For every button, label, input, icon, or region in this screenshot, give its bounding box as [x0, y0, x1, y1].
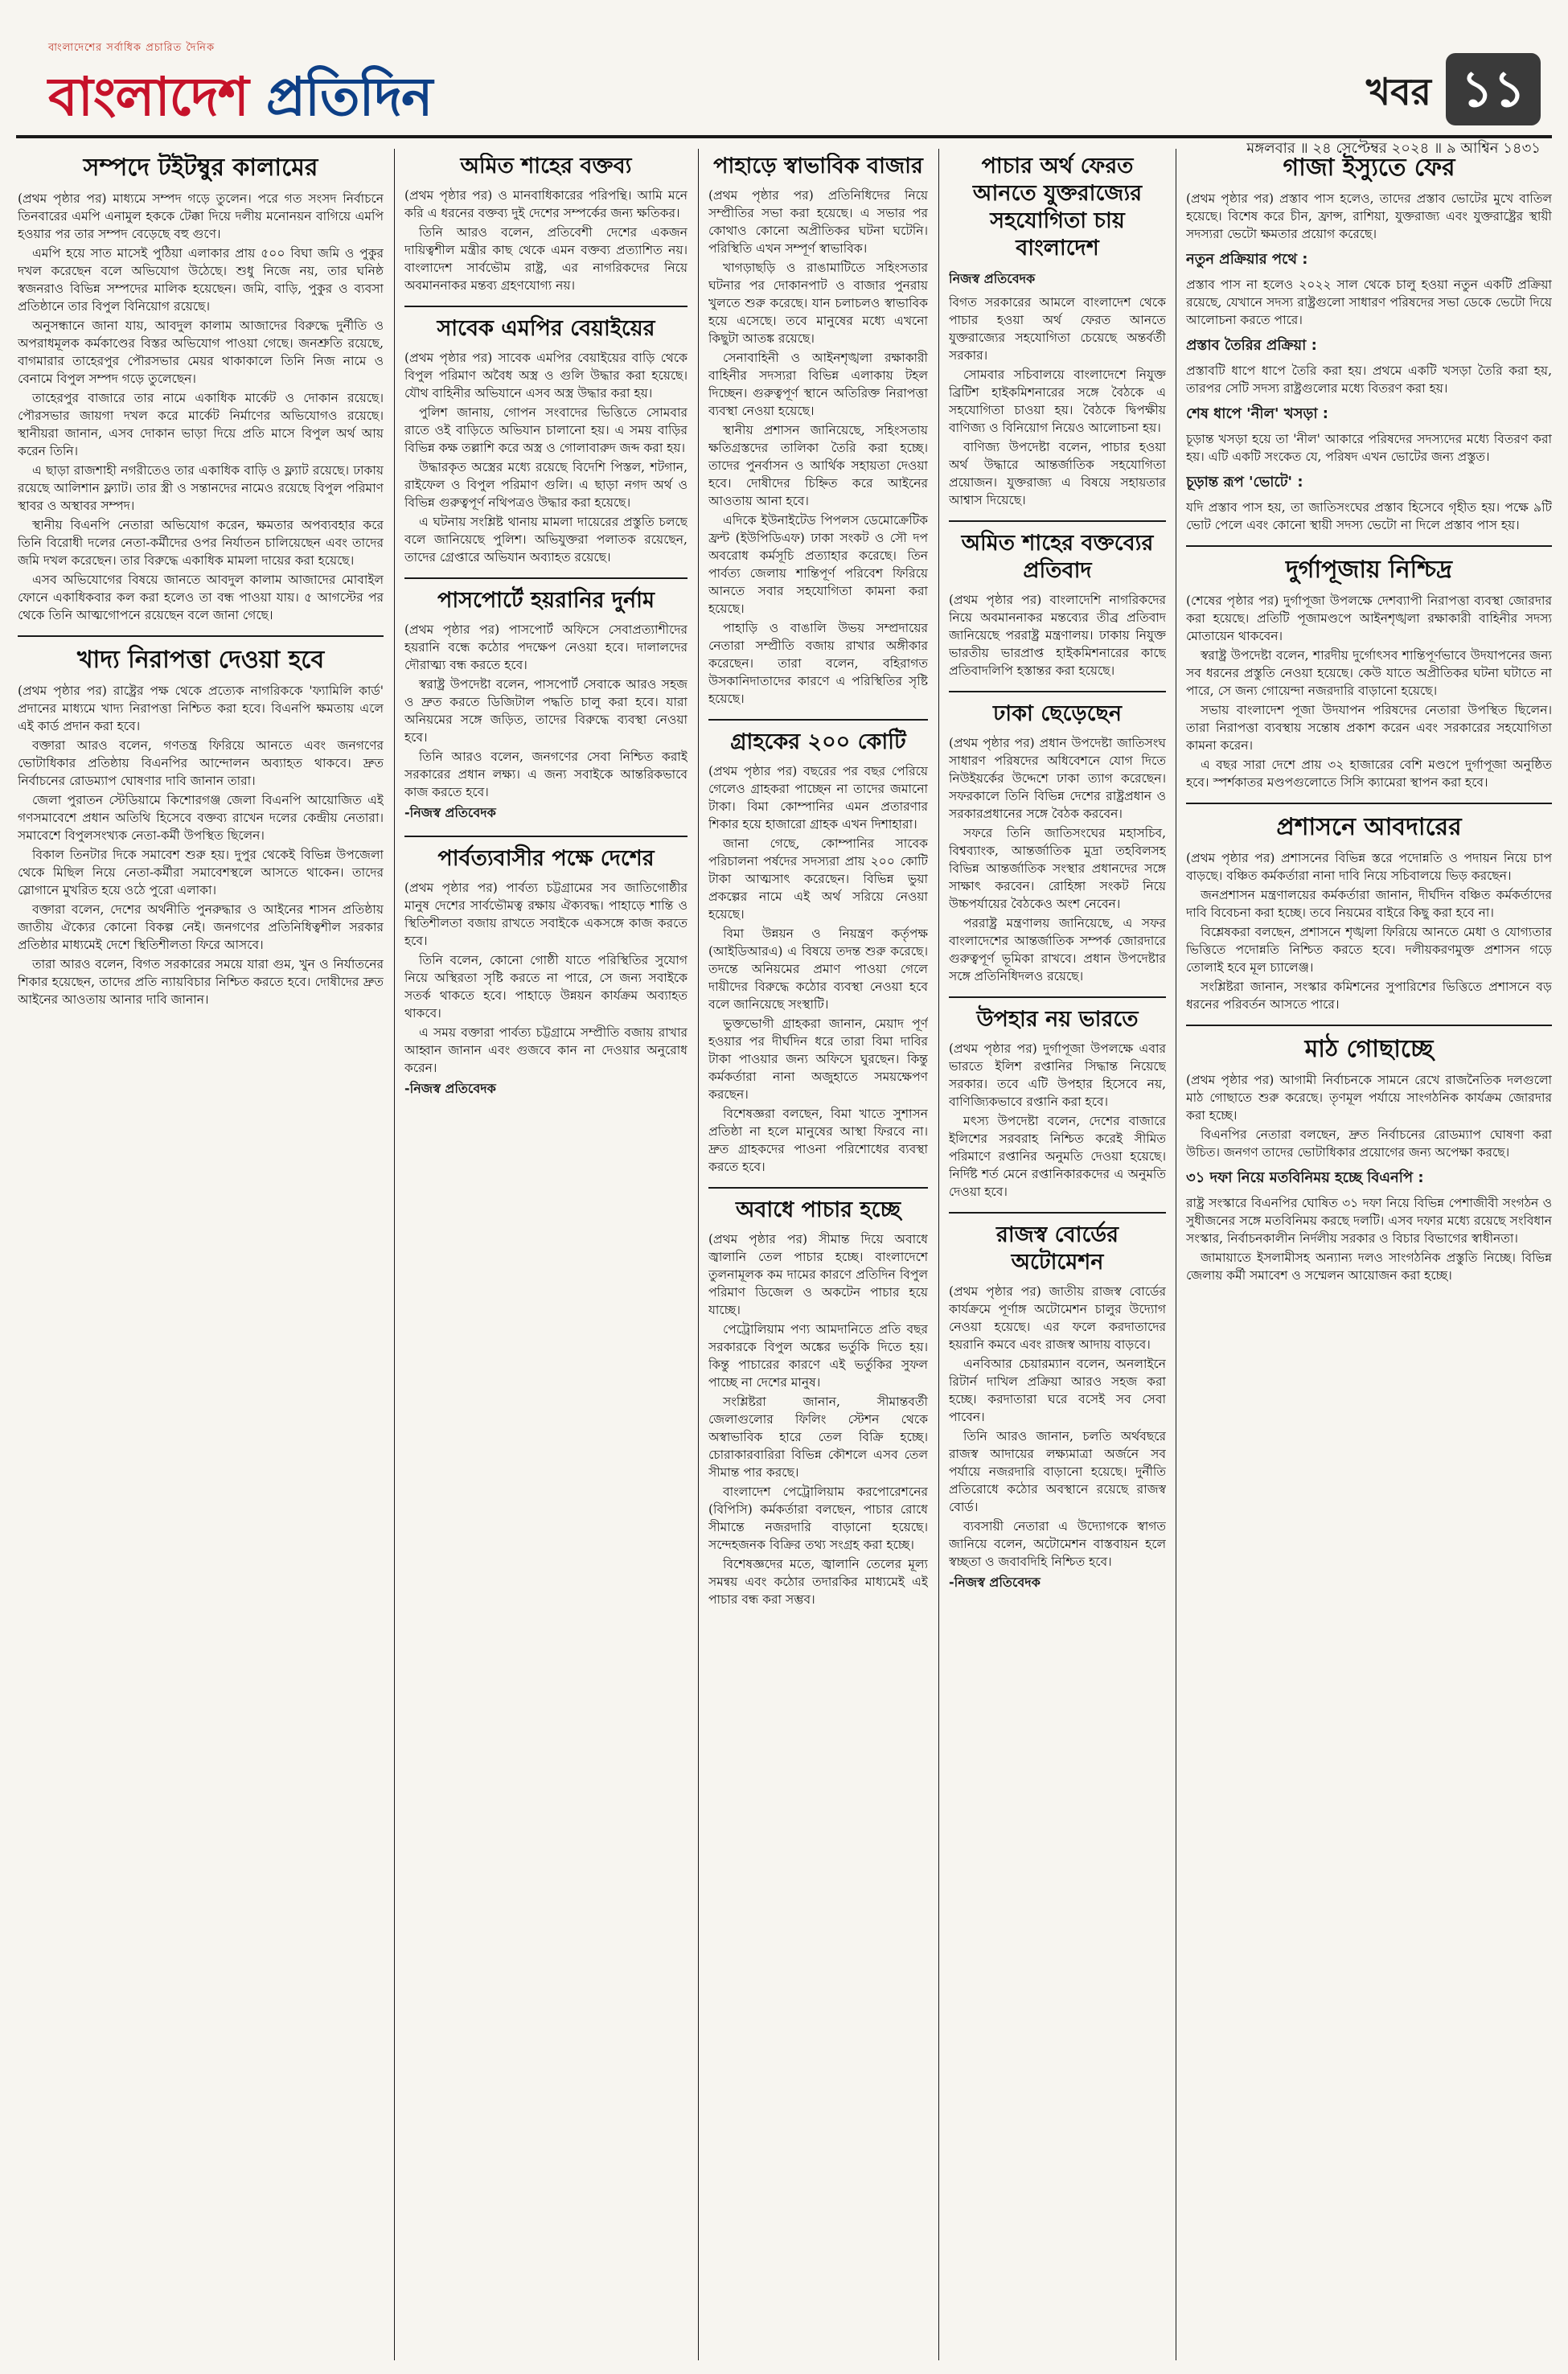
story-paragraph: খাগড়াছড়ি ও রাঙামাটিতে সহিংসতার ঘটনার পর দোকানপাট ও বাজার পুনরায় খুলতে শুরু করেছে। যান চলাচলও স্বাভাবিক হয়ে এসেছে। তবে মানুষের মধ্যে এখনো কিছুটা আতঙ্ক রয়েছে।	[708, 261, 928, 346]
story-divider	[404, 306, 688, 307]
column-4	[949, 153, 1166, 2360]
story-paragraph: এদিকে ইউনাইটেড পিপলস ডেমোক্রেটিক ফ্রন্ট (ইউপিডিএফ) ঢাকা সংকট ও সৌ দপ অবরোধ কর্মসূচি প্রত্যাহার করেছে। তিন পার্বত্য জেলায় শান্তিপূর্ণ পরিবেশ ফিরিয়ে আনতে সবার সহযোগিতা কামনা করা হয়েছে।	[708, 513, 928, 616]
story-paragraph: চূড়ান্ত খসড়া হয়ে তা 'নীল' আকারে পরিষদের সদস্যদের মধ্যে বিতরণ করা হয়। এটি একটি সংকেত যে, পরিষদ এখন ভোটের জন্য প্রস্তুত।	[1186, 432, 1552, 464]
story-paragraph: পেট্রোলিয়াম পণ্য আমদানিতে প্রতি বছর সরকারকে বিপুল অঙ্কের ভর্তুকি দিতে হয়। কিন্তু পাচারের কারণে এই ভর্তুকির সুফল পাচ্ছে না দেশের মানুষ।	[708, 1322, 928, 1390]
story-paragraph: প্রস্তাবটি ধাপে ধাপে তৈরি করা হয়। প্রথমে একটি খসড়া তৈরি করা হয়, তারপর সেটি সদস্য রাষ্ট্রগুলোর মধ্যে বিতরণ করা হয়।	[1186, 363, 1552, 396]
story-paragraph: এমপি হয়ে সাত মাসেই পুঠিয়া এলাকার প্রায় ৫০০ বিঘা জমি ও পুকুর দখল করেছেন বলে অভিযোগ উঠেছে। শুধু নিজে নয়, তার ঘনিষ্ঠ স্বজনরাও বিভিন্ন সম্পদের মালিক হয়েছেন। জমি, বাড়ি, পুকুর ও ব্যবসা প্রতিষ্ঠানে তার বিপুল বিনিয়োগ রয়েছে।	[18, 246, 384, 314]
story-paragraph: বক্তারা আরও বলেন, গণতন্ত্র ফিরিয়ে আনতে এবং জনগণের ভোটাধিকার প্রতিষ্ঠায় বিএনপির আন্দোলন অব্যাহত থাকবে। দ্রুত নির্বাচনের রোডম্যাপ ঘোষণার দাবি জানান তারা।	[18, 738, 384, 788]
story-paragraph: এ বছর সারা দেশে প্রায় ৩২ হাজারের বেশি মণ্ডপে দুর্গাপূজা অনুষ্ঠিত হবে। স্পর্শকাতর মণ্ডপগুলোতে সিসি ক্যামেরা স্থাপন করা হবে।	[1186, 758, 1552, 790]
story-paragraph: জামায়াতে ইসলামীসহ অন্যান্য দলও সাংগঠনিক প্রস্তুতি নিচ্ছে। বিভিন্ন জেলায় কর্মী সমাবেশ ও সম্মেলন আয়োজন করা হচ্ছে।	[1186, 1251, 1552, 1283]
story-paragraph: (প্রথম পৃষ্ঠার পর) আগামী নির্বাচনকে সামনে রেখে রাজনৈতিক দলগুলো মাঠ গোছাতে শুরু করেছে। তৃণমূল পর্যায়ে সাংগঠনিক কার্যক্রম জোরদার করা হচ্ছে।	[1186, 1073, 1552, 1123]
story-divider	[1186, 803, 1552, 804]
story-paragraph: এ সময় বক্তারা পার্বত্য চট্টগ্রামে সম্প্রীতি বজায় রাখার আহ্বান জানান এবং গুজবে কান না দেওয়ার অনুরোধ করেন।	[404, 1025, 688, 1075]
column-rule	[938, 149, 939, 2360]
story-headline[interactable]: সাবেক এমপির বেয়াইয়ের	[437, 316, 655, 341]
story-paragraph: (প্রথম পৃষ্ঠার পর) প্রধান উপদেষ্টা জাতিসংঘ সাধারণ পরিষদের অধিবেশনে যোগ দিতে নিউইয়র্কের উদ্দেশে ঢাকা ত্যাগ করেছেন। সফরকালে তিনি বিভিন্ন দেশের রাষ্ট্রপ্রধান ও সরকারপ্রধানের সঙ্গে বৈঠক করবেন।	[949, 736, 1166, 821]
story-former-mp-inlaw	[404, 315, 688, 566]
story-paragraph: স্থানীয় প্রশাসন জানিয়েছে, সহিংসতায় ক্ষতিগ্রস্তদের তালিকা তৈরি করা হচ্ছে। তাদের পুনর্বাসন ও আর্থিক সহায়তা দেওয়া হবে। দোষীদের চিহ্নিত করে আইনের আওতায় আনা হবে।	[708, 423, 928, 508]
story-credit: -নিজস্ব প্রতিবেদক	[404, 1081, 496, 1096]
story-headline[interactable]: উপহার নয় ভারতে	[976, 1007, 1139, 1032]
story-paragraph: ব্যবসায়ী নেতারা এ উদ্যোগকে স্বাগত জানিয়ে বলেন, অটোমেশন বাস্তবায়ন হলে স্বচ্ছতা ও জবাবদিহি নিশ্চিত হবে।	[949, 1519, 1166, 1569]
story-paragraph: (প্রথম পৃষ্ঠার পর) মাধ্যমে সম্পদ গড়ে তুলেন। পরে গত সংসদ নির্বাচনে তিনবারের এমপি এনামুল হককে টেক্কা দিয়ে দলীয় মনোনয়ন বাগিয়ে এমপি হওয়ার পর তার সম্পদ বেড়েছে বহু গুণে।	[18, 191, 384, 241]
story-paragraph: স্বরাষ্ট্র উপদেষ্টা বলেন, শারদীয় দুর্গোৎসব শান্তিপূর্ণভাবে উদযাপনের জন্য সব ধরনের প্রস্তুতি নেওয়া হয়েছে। কেউ যাতে অপ্রীতিকর ঘটনা ঘটাতে না পারে, সে জন্য গোয়েন্দা নজরদারি বাড়ানো হয়েছে।	[1186, 648, 1552, 698]
story-headline[interactable]: সম্পদে টইটম্বুর কালামের	[83, 154, 318, 182]
story-paragraph: তাহেরপুর বাজারে তার নামে একাধিক মার্কেট ও দোকান রয়েছে। পৌরসভার জায়গা দখল করে মার্কেট নির্মাণের অভিযোগও রয়েছে। স্থানীয়রা জানান, এসব দোকান ভাড়া দিয়ে প্রতি মাসে বিপুল অর্থ আয় করেন তিনি।	[18, 391, 384, 458]
story-paragraph: এসব অভিযোগের বিষয়ে জানতে আবদুল কালাম আজাদের মোবাইল ফোনে একাধিকবার কল করা হলেও তা বন্ধ পাওয়া যায়। ৫ আগস্টের পর থেকে তিনি আত্মগোপনে রয়েছেন বলে জানা গেছে।	[18, 573, 384, 622]
story-paragraph: (প্রথম পৃষ্ঠার পর) সাবেক এমপির বেয়াইয়ের বাড়ি থেকে বিপুল পরিমাণ অবৈধ অস্ত্র ও গুলি উদ্ধার করা হয়েছে। যৌথ বাহিনীর অভিযানে এসব অস্ত্র উদ্ধার করা হয়।	[404, 351, 688, 400]
story-paragraph: (প্রথম পৃষ্ঠার পর) জাতীয় রাজস্ব বোর্ডের কার্যক্রমে পূর্ণাঙ্গ অটোমেশন চালুর উদ্যোগ নেওয়া হয়েছে। এর ফলে করদাতাদের হয়রানি কমবে এবং রাজস্ব আদায় বাড়বে।	[949, 1284, 1166, 1352]
story-divider	[18, 635, 384, 637]
story-paragraph: যদি প্রস্তাব পাস হয়, তা জাতিসংঘের প্রস্তাব হিসেবে গৃহীত হয়। পক্ষে ৯টি ভোট পেলে এবং কোনো স্থায়ী সদস্য ভেটো না দিলে প্রস্তাব পাস হয়।	[1186, 500, 1552, 532]
story-headline[interactable]: রাজস্ব বোর্ডের অটোমেশন	[995, 1222, 1119, 1275]
story-paragraph: পররাষ্ট্র মন্ত্রণালয় জানিয়েছে, এ সফর বাংলাদেশের আন্তর্জাতিক সম্পর্ক জোরদারে গুরুত্বপূর্ণ ভূমিকা রাখবে। প্রধান উপদেষ্টার সঙ্গে প্রতিনিধিদলও রয়েছে।	[949, 916, 1166, 984]
story-headline[interactable]: পার্বত্যবাসীর পক্ষে দেশের	[437, 846, 655, 871]
story-headline[interactable]: মাঠ গোছাচ্ছে	[1304, 1035, 1434, 1063]
logo-word-a: বাংলাদেশ	[48, 66, 248, 128]
story-headline[interactable]: খাদ্য নিরাপত্তা দেওয়া হবে	[76, 646, 325, 674]
story-paragraph: জনপ্রশাসন মন্ত্রণালয়ের কর্মকর্তারা জানান, দীর্ঘদিন বঞ্চিত কর্মকর্তাদের দাবি বিবেচনা করা হচ্ছে। তবে নিয়মের বাইরে কিছু করা হবে না।	[1186, 888, 1552, 920]
story-paragraph: (প্রথম পৃষ্ঠার পর) প্রতিনিধিদের নিয়ে সম্প্রীতির সভা করা হয়েছে। এ সভার পর কোথাও কোনো অপ্রীতিকর ঘটনা ঘটেনি। পরিস্থিতি এখন সম্পূর্ণ স্বাভাবিক।	[708, 188, 928, 256]
story-food-security	[18, 645, 384, 1008]
story-subhead: শেষ ধাপে 'নীল' খসড়া :	[1186, 405, 1329, 422]
story-headline[interactable]: দুর্গাপূজায় নিশ্চিদ্র	[1286, 556, 1452, 584]
story-paragraph: তারা আরও বলেন, বিগত সরকারের সময়ে যারা গুম, খুন ও নির্যাতনের শিকার হয়েছেন, তাদের প্রতি ন্যায়বিচার নিশ্চিত করতে হবে। দোষীদের দ্রুত আইনের আওতায় আনার দাবি জানান।	[18, 957, 384, 1007]
page-number-badge: ১১	[1446, 53, 1541, 125]
story-paragraph: বাণিজ্য উপদেষ্টা বলেন, পাচার হওয়া অর্থ উদ্ধারে আন্তর্জাতিক সহযোগিতা প্রয়োজন। যুক্তরাজ্য এ বিষয়ে সহায়তার আশ্বাস দিয়েছে।	[949, 440, 1166, 507]
story-hill-market	[708, 153, 928, 708]
story-paragraph: অনুসন্ধানে জানা যায়, আবদুল কালাম আজাদের বিরুদ্ধে দুর্নীতি ও অপরাধমূলক কর্মকাণ্ডের বিস্তর অভিযোগ পাওয়া গেছে। জনশ্রুতি রয়েছে, বাগমারার তাহেরপুর পৌরসভার মেয়র থাকাকালে তিনি নিজ নামে ও বেনামে বিপুল সম্পদ গড়ে তুলেছেন।	[18, 318, 384, 386]
story-paragraph: এ ঘটনায় সংশ্লিষ্ট থানায় মামলা দায়েরের প্রস্তুতি চলছে বলে জানিয়েছে পুলিশ। অভিযুক্তরা পলাতক রয়েছেন, তাদের গ্রেপ্তারে অভিযান অব্যাহত রয়েছে।	[404, 515, 688, 565]
story-byline: নিজস্ব প্রতিবেদক	[949, 271, 1036, 286]
story-amit-shah-protest	[949, 530, 1166, 680]
story-paragraph: বিগত সরকারের আমলে বাংলাদেশ থেকে পাচার হওয়া অর্থ ফেরত আনতে যুক্তরাজ্যের সহযোগিতা চেয়েছে অন্তর্বর্তী সরকার।	[949, 295, 1166, 363]
story-paragraph: (প্রথম পৃষ্ঠার পর) প্রশাসনের বিভিন্ন স্তরে পদোন্নতি ও পদায়ন নিয়ে চাপ বাড়ছে। বঞ্চিত কর্মকর্তারা নানা দাবি নিয়ে সচিবালয়ে ভিড় করছেন।	[1186, 851, 1552, 883]
story-paragraph: (প্রথম পৃষ্ঠার পর) ও মানবাধিকারের পরিপন্থি। আমি মনে করি এ ধরনের বক্তব্য দুই দেশের সম্পর্কের জন্য ক্ষতিকর।	[404, 188, 688, 220]
story-divider	[404, 577, 688, 579]
story-paragraph: স্বরাষ্ট্র উপদেষ্টা বলেন, পাসপোর্ট সেবাকে আরও সহজ ও দ্রুত করতে ডিজিটাল পদ্ধতি চালু করা হবে। যারা অনিয়মের সঙ্গে জড়িত, তাদের বিরুদ্ধে ব্যবস্থা নেওয়া হবে।	[404, 677, 688, 745]
story-divider	[404, 836, 688, 837]
story-paragraph: বাংলাদেশ পেট্রোলিয়াম করপোরেশনের (বিপিসি) কর্মকর্তারা বলছেন, পাচার রোধে সীমান্তে নজরদারি বাড়ানো হয়েছে। সন্দেহজনক বিক্রির তথ্য সংগ্রহ করা হচ্ছে।	[708, 1485, 928, 1552]
story-paragraph: তিনি আরও বলেন, জনগণের সেবা নিশ্চিত করাই সরকারের প্রধান লক্ষ্য। এ জন্য সবাইকে আন্তরিকভাবে কাজ করতে হবে।	[404, 750, 688, 799]
story-paragraph: সোমবার সচিবালয়ে বাংলাদেশে নিযুক্ত ব্রিটিশ হাইকমিশনারের সঙ্গে বৈঠকে এ সহযোগিতা চাওয়া হয়। বৈঠকে দ্বিপক্ষীয় বাণিজ্য ও বিনিয়োগ নিয়েও আলোচনা হয়।	[949, 368, 1166, 435]
story-insurance-200-crore	[708, 729, 928, 1176]
story-paragraph: পুলিশ জানায়, গোপন সংবাদের ভিত্তিতে সোমবার রাতে ওই বাড়িতে অভিযান চালানো হয়। এ সময় বাড়ির বিভিন্ন কক্ষ তল্লাশি করে অস্ত্র ও গোলাবারুদ জব্দ করা হয়।	[404, 405, 688, 455]
story-nbr-automation	[949, 1222, 1166, 1594]
story-paragraph: (প্রথম পৃষ্ঠার পর) প্রস্তাব পাস হলেও, তাদের প্রস্তাব ভোটের মুখে বাতিল হয়েছে। বিশেষ করে চীন, ফ্রান্স, রাশিয়া, যুক্তরাজ্য এবং যুক্তরাষ্ট্রের স্থায়ী সদস্যরা ভেটো ক্ষমতার প্রয়োগ করেছে।	[1186, 191, 1552, 241]
story-paragraph: সংশ্লিষ্টরা জানান, সংস্কার কমিশনের সুপারিশের ভিত্তিতে প্রশাসনে বড় ধরনের পরিবর্তন আসতে পারে।	[1186, 980, 1552, 1012]
story-paragraph: সফরে তিনি জাতিসংঘের মহাসচিব, বিশ্বব্যাংক, আন্তর্জাতিক মুদ্রা তহবিলসহ বিভিন্ন আন্তর্জাতিক সংস্থার প্রধানদের সঙ্গে সাক্ষাৎ করবেন। রোহিঙ্গা সংকট নিয়ে উচ্চপর্যায়ের বৈঠকেও অংশ নেবেন।	[949, 826, 1166, 911]
story-divider	[708, 719, 928, 721]
story-divider	[1186, 1025, 1552, 1026]
story-paragraph: তিনি আরও বলেন, প্রতিবেশী দেশের একজন দায়িত্বশীল মন্ত্রীর কাছ থেকে এমন বক্তব্য প্রত্যাশিত নয়। বাংলাদেশ সার্বভৌম রাষ্ট্র, এর নাগরিকদের নিয়ে অবমাননাকর মন্তব্য গ্রহণযোগ্য নয়।	[404, 225, 688, 293]
story-subhead: চূড়ান্ত রূপ 'ভোটে' :	[1186, 474, 1303, 491]
story-paragraph: এনবিআর চেয়ারম্যান বলেন, অনলাইনে রিটার্ন দাখিল প্রক্রিয়া আরও সহজ করা হচ্ছে। করদাতারা ঘরে বসেই সব সেবা পাবেন।	[949, 1357, 1166, 1424]
section-label: খবর	[1365, 70, 1431, 113]
story-paragraph: এ ছাড়া রাজশাহী নগরীতেও তার একাধিক বাড়ি ও ফ্ল্যাট রয়েছে। ঢাকায় রয়েছে আলিশান ফ্ল্যাট। তার স্ত্রী ও সন্তানদের নামেও রয়েছে বিপুল পরিমাণ স্থাবর ও অস্থাবর সম্পদ।	[18, 463, 384, 513]
story-credit: -নিজস্ব প্রতিবেদক	[949, 1575, 1041, 1590]
newspaper-logo[interactable]	[48, 56, 432, 145]
story-paragraph: (প্রথম পৃষ্ঠার পর) সীমান্ত দিয়ে অবাধে জ্বালানি তেল পাচার হচ্ছে। বাংলাদেশে তুলনামূলক কম দামের কারণে প্রতিদিন বিপুল পরিমাণ ডিজেল ও অকটেন পাচার হয়ে যাচ্ছে।	[708, 1232, 928, 1317]
story-paragraph: (প্রথম পৃষ্ঠার পর) পাসপোর্ট অফিসে সেবাপ্রত্যাশীদের হয়রানি বন্ধে কঠোর পদক্ষেপ নেওয়া হবে। দালালদের দৌরাত্ম্য বন্ধ করতে হবে।	[404, 622, 688, 672]
column-rule	[394, 149, 395, 2360]
story-paragraph: উদ্ধারকৃত অস্ত্রের মধ্যে রয়েছে বিদেশি পিস্তল, শটগান, রাইফেল ও বিপুল পরিমাণ গুলি। এ ছাড়া নগদ অর্থ ও বিভিন্ন গুরুত্বপূর্ণ নথিপত্রও উদ্ধার করা হয়েছে।	[404, 460, 688, 510]
story-paragraph: (শেষের পৃষ্ঠার পর) দুর্গাপূজা উপলক্ষে দেশব্যাপী নিরাপত্তা ব্যবস্থা জোরদার করা হয়েছে। প্রতিটি পূজামণ্ডপে আইনশৃঙ্খলা রক্ষাকারী বাহিনীর সদস্য মোতায়েন থাকবেন।	[1186, 594, 1552, 643]
story-uk-money-return	[949, 153, 1166, 509]
story-not-gift-india	[949, 1006, 1166, 1201]
story-admin-demands	[1186, 812, 1552, 1013]
story-paragraph: বিশেষজ্ঞদের মতে, জ্বালানি তেলের মূল্য সমন্বয় এবং কঠোর তদারকির মাধ্যমেই এই পাচার বন্ধ করা সম্ভব।	[708, 1557, 928, 1607]
story-field-preparation	[1186, 1034, 1552, 1284]
story-paragraph: (প্রথম পৃষ্ঠার পর) দুর্গাপূজা উপলক্ষে এবার ভারতে ইলিশ রপ্তানির সিদ্ধান্ত নিয়েছে সরকার। তবে এটি উপহার হিসেবে নয়, বাণিজ্যিকভাবে রপ্তানি করা হবে।	[949, 1041, 1166, 1109]
story-durga-puja-security	[1186, 555, 1552, 791]
story-paragraph: বিশেষজ্ঞরা বলছেন, বিমা খাতে সুশাসন প্রতিষ্ঠা না হলে মানুষের আস্থা ফিরবে না। দ্রুত গ্রাহকদের পাওনা পরিশোধের ব্যবস্থা করতে হবে।	[708, 1107, 928, 1174]
story-paragraph: তিনি বলেন, কোনো গোষ্ঠী যাতে পরিস্থিতির সুযোগ নিয়ে অস্থিরতা সৃষ্টি করতে না পারে, সে জন্য সবাইকে সতর্ক থাকতে হবে। পাহাড়ে উন্নয়ন কার্যক্রম অব্যাহত থাকবে।	[404, 953, 688, 1021]
story-divider	[708, 1187, 928, 1189]
story-passport-harassment	[404, 587, 688, 824]
story-divider	[1186, 545, 1552, 547]
story-paragraph: রাষ্ট্র সংস্কারে বিএনপির ঘোষিত ৩১ দফা নিয়ে বিভিন্ন পেশাজীবী সংগঠন ও সুধীজনের সঙ্গে মতবিনিময় করছে দলটি। এসব দফার মধ্যে রয়েছে সংবিধান সংস্কার, নির্বাচনকালীন নির্দলীয় সরকার ও বিচার বিভাগের স্বাধীনতা।	[1186, 1196, 1552, 1246]
story-headline[interactable]: অমিত শাহের বক্তব্য	[460, 154, 632, 179]
masthead-tagline: বাংলাদেশের সর্বাধিক প্রচারিত দৈনিক	[48, 42, 215, 54]
story-paragraph: জেলা পুরাতন স্টেডিয়ামে কিশোরগঞ্জ জেলা বিএনপি আয়োজিত এই গণসমাবেশে প্রধান অতিথি হিসেবে বক্তব্য রাখেন দলের কেন্দ্রীয় নেতারা। সমাবেশে বিপুলসংখ্যক নেতা-কর্মী উপস্থিত ছিলেন।	[18, 793, 384, 843]
story-headline[interactable]: পাচার অর্থ ফেরত আনতে যুক্তরাজ্যের সহযোগিতা চায় বাংলাদেশ	[972, 154, 1143, 261]
story-paragraph: সভায় বাংলাদেশ পূজা উদযাপন পরিষদের নেতারা উপস্থিত ছিলেন। তারা নিরাপত্তা ব্যবস্থায় সন্তোষ প্রকাশ করেন এবং সরকারের সহযোগিতা কামনা করেন।	[1186, 703, 1552, 753]
story-headline[interactable]: গাজা ইস্যুতে ফের	[1283, 154, 1455, 182]
dateline: মঙ্গলবার ॥ ২৪ সেপ্টেম্বর ২০২৪ ॥ ৯ আশ্বিন ১৪৩১	[1246, 140, 1541, 157]
story-subhead: ৩১ দফা নিয়ে মতবিনিময় হচ্ছে বিএনপি :	[1186, 1169, 1424, 1186]
story-headline[interactable]: ঢাকা ছেড়েছেন	[993, 701, 1122, 726]
story-gaza-issue	[1186, 153, 1552, 534]
story-paragraph: সংশ্লিষ্টরা জানান, সীমান্তবর্তী জেলাগুলোর ফিলিং স্টেশন থেকে অস্বাভাবিক হারে তেল বিক্রি হচ্ছে। চোরাকারবারিরা বিভিন্ন কৌশলে এসব তেল সীমান্ত পার করছে।	[708, 1394, 928, 1480]
column-1	[18, 153, 384, 2360]
story-headline[interactable]: পাহাড়ে স্বাভাবিক বাজার	[713, 154, 923, 179]
story-headline[interactable]: অমিত শাহের বক্তব্যের প্রতিবাদ	[961, 531, 1154, 583]
story-paragraph: বিমা উন্নয়ন ও নিয়ন্ত্রণ কর্তৃপক্ষ (আইডিআরএ) এ বিষয়ে তদন্ত শুরু করেছে। তদন্তে অনিয়মের প্রমাণ পাওয়া গেলে দায়ীদের বিরুদ্ধে কঠোর ব্যবস্থা নেওয়া হবে বলে জানিয়েছে সংস্থাটি।	[708, 926, 928, 1012]
story-paragraph: মৎস্য উপদেষ্টা বলেন, দেশের বাজারে ইলিশের সরবরাহ নিশ্চিত করেই সীমিত পরিমাণে রপ্তানির অনুমতি দেওয়া হয়েছে। নির্দিষ্ট শর্ত মেনে রপ্তানিকারকদের এ অনুমতি দেওয়া হবে।	[949, 1114, 1166, 1199]
story-divider	[949, 520, 1166, 522]
story-headline[interactable]: গ্রাহকের ২০০ কোটি	[730, 729, 906, 754]
story-headline[interactable]: পাসপোর্টে হয়রানির দুর্নাম	[437, 588, 655, 613]
story-paragraph: স্থানীয় বিএনপি নেতারা অভিযোগ করেন, ক্ষমতার অপব্যবহার করে তিনি বিরোধী দলের নেতা-কর্মীদের ওপর নির্যাতন চালিয়েছেন এবং তাদের জমি দখল করেছেন। তার বিরুদ্ধে একাধিক মামলা দায়ের করা হয়েছে।	[18, 518, 384, 568]
story-left-dhaka	[949, 700, 1166, 985]
story-divider	[949, 691, 1166, 692]
column-rule	[698, 149, 699, 2360]
story-paragraph: বিকাল তিনটার দিকে সমাবেশ শুরু হয়। দুপুর থেকেই বিভিন্ন উপজেলা থেকে মিছিল নিয়ে নেতা-কর্মীরা সমাবেশস্থলে আসতে থাকেন। তাদের স্লোগানে মুখরিত হয়ে ওঠে পুরো এলাকা।	[18, 848, 384, 897]
story-kalam-assets	[18, 153, 384, 624]
story-subhead: নতুন প্রক্রিয়ার পথে :	[1186, 251, 1308, 268]
story-fuel-smuggling	[708, 1197, 928, 1608]
story-paragraph: বিএনপির নেতারা বলছেন, দ্রুত নির্বাচনের রোডম্যাপ ঘোষণা করা উচিত। জনগণ তাদের ভোটাধিকার প্রয়োগের জন্য অপেক্ষা করছে।	[1186, 1127, 1552, 1160]
logo-word-b: প্রতিদিন	[265, 66, 433, 128]
story-amit-shah-remarks	[404, 153, 688, 294]
column-3	[708, 153, 928, 2360]
story-credit: -নিজস্ব প্রতিবেদক	[404, 805, 496, 820]
story-paragraph: বক্তারা বলেন, দেশের অর্থনীতি পুনরুদ্ধার ও আইনের শাসন প্রতিষ্ঠায় জাতীয় ঐক্যের কোনো বিকল্প নেই। জনগণের প্রতিনিধিত্বশীল সরকার প্রতিষ্ঠার মাধ্যমেই দেশে স্থিতিশীলতা ফিরে আসবে।	[18, 902, 384, 952]
story-paragraph: প্রস্তাব পাস না হলেও ২০২২ সাল থেকে চালু হওয়া নতুন একটি প্রক্রিয়া রয়েছে, যেখানে সদস্য রাষ্ট্রগুলো সাধারণ পরিষদের সভা ডেকে ভেটো দিয়ে আলোচনা করতে পারে।	[1186, 277, 1552, 327]
column-2	[404, 153, 688, 2360]
story-paragraph: সেনাবাহিনী ও আইনশৃঙ্খলা রক্ষাকারী বাহিনীর সদস্যরা বিভিন্ন এলাকায় টহল দিচ্ছেন। গুরুত্বপূর্ণ স্থানে অতিরিক্ত নিরাপত্তা ব্যবস্থা নেওয়া হয়েছে।	[708, 351, 928, 418]
story-paragraph: (প্রথম পৃষ্ঠার পর) রাষ্ট্রের পক্ষ থেকে প্রত্যেক নাগরিককে 'ফ্যামিলি কার্ড' প্রদানের মাধ্যমে খাদ্য নিরাপত্তা নিশ্চিত করা হবে। বিএনপি ক্ষমতায় এলে এই কার্ড প্রদান করা হবে।	[18, 684, 384, 733]
story-subhead: প্রস্তাব তৈরির প্রক্রিয়া :	[1186, 337, 1317, 354]
story-paragraph: (প্রথম পৃষ্ঠার পর) পার্বত্য চট্টগ্রামের সব জাতিগোষ্ঠীর মানুষ দেশের সার্বভৌমত্ব রক্ষায় ঐক্যবদ্ধ। পাহাড়ে শান্তি ও স্থিতিশীলতা বজায় রাখতে সবাইকে একসঙ্গে কাজ করতে হবে।	[404, 881, 688, 948]
story-paragraph: (প্রথম পৃষ্ঠার পর) বছরের পর বছর পেরিয়ে গেলেও গ্রাহকরা পাচ্ছেন না তাদের জমানো টাকা। বিমা কোম্পানির এমন প্রতারণার শিকার হয়ে হাজারো গ্রাহক এখন দিশাহারা।	[708, 764, 928, 832]
story-paragraph: পাহাড়ি ও বাঙালি উভয় সম্প্রদায়ের নেতারা সম্প্রীতি বজায় রাখার অঙ্গীকার করেছেন। তারা বলেন, বহিরাগত উসকানিদাতাদের কারণে এ পরিস্থিতির সৃষ্টি হয়েছে।	[708, 621, 928, 706]
story-hill-people	[404, 845, 688, 1100]
story-divider	[949, 1212, 1166, 1214]
story-headline[interactable]: অবাধে পাচার হচ্ছে	[735, 1197, 901, 1222]
story-paragraph: ভুক্তভোগী গ্রাহকরা জানান, মেয়াদ পূর্ণ হওয়ার পর দীর্ঘদিন ধরে তারা বিমা দাবির টাকা পাওয়ার জন্য অফিসে ঘুরছেন। কিন্তু কর্মকর্তারা নানা অজুহাতে সময়ক্ষেপণ করছেন।	[708, 1017, 928, 1102]
story-paragraph: (প্রথম পৃষ্ঠার পর) বাংলাদেশি নাগরিকদের নিয়ে অবমাননাকর মন্তব্যের তীব্র প্রতিবাদ জানিয়েছে পররাষ্ট্র মন্ত্রণালয়। ঢাকায় নিযুক্ত ভারতীয় ভারপ্রাপ্ত হাইকমিশনারের কাছে প্রতিবাদলিপি হস্তান্তর করা হয়েছে।	[949, 593, 1166, 678]
story-paragraph: জানা গেছে, কোম্পানির সাবেক পরিচালনা পর্ষদের সদস্যরা প্রায় ২০০ কোটি টাকা আত্মসাৎ করেছেন। বিভিন্ন ভুয়া প্রকল্পের নামে এই অর্থ সরিয়ে নেওয়া হয়েছে।	[708, 836, 928, 922]
story-paragraph: তিনি আরও জানান, চলতি অর্থবছরে রাজস্ব আদায়ের লক্ষ্যমাত্রা অর্জনে সব পর্যায়ে নজরদারি বাড়ানো হয়েছে। দুর্নীতি প্রতিরোধে কঠোর অবস্থানে রয়েছে রাজস্ব বোর্ড।	[949, 1429, 1166, 1514]
story-paragraph: বিশ্লেষকরা বলছেন, প্রশাসনে শৃঙ্খলা ফিরিয়ে আনতে মেধা ও যোগ্যতার ভিত্তিতে পদোন্নতি নিশ্চিত করতে হবে। দলীয়করণমুক্ত প্রশাসন গড়ে তোলাই হবে মূল চ্যালেঞ্জ।	[1186, 925, 1552, 975]
masthead	[16, 14, 1552, 157]
column-5	[1186, 153, 1552, 2360]
story-divider	[949, 996, 1166, 998]
story-headline[interactable]: প্রশাসনে আবদারের	[1276, 813, 1462, 841]
